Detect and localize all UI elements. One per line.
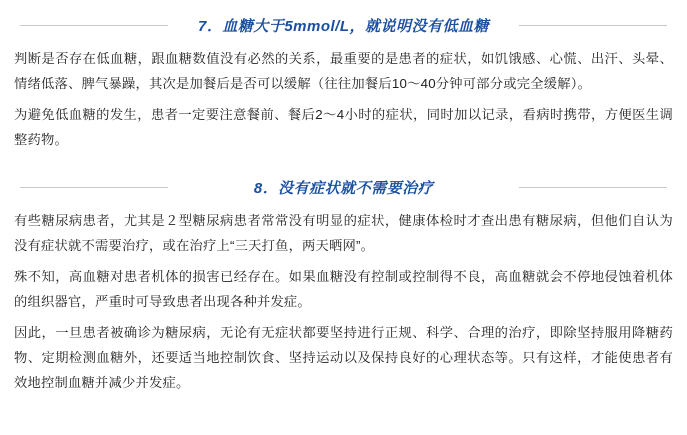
section-8-heading-rule — [14, 176, 673, 198]
section-divider-space — [14, 158, 673, 176]
section-8-paragraph-3: 因此，一旦患者被确诊为糖尿病，无论有无症状都要坚持进行正规、科学、合理的治疗，即除坚持服用降糖药物、定期检测血糖外，还要适当地控制饮食、坚持运动以及保持良好的心理状态等。只有这样，才能使患者有效地控制血糖并减少并发症。 — [14, 325, 673, 390]
section-8-paragraph-2: 殊不知，高血糖对患者机体的损害已经存在。如果血糖没有控制或控制得不良，高血糖就会不停地侵蚀着机体的组织器官，严重时可导致患者出现各种并发症。 — [14, 269, 673, 309]
section-8-heading — [244, 177, 443, 198]
section-7-paragraph-1: 判断是否存在低血糖，跟血糖数值没有必然的关系，最重要的是患者的症状，如饥饿感、心慌、出汗、头晕、情绪低落、脾气暴躁，其次是加餐后是否可以缓解（往往加餐后10～40分钟可部分或完全缓解）。 — [14, 51, 673, 91]
section-7-heading — [188, 15, 499, 36]
section-8-paragraph-1: 有些糖尿病患者，尤其是２型糖尿病患者常常没有明显的症状，健康体检时才查出患有糖尿病，但他们自认为没有症状就不需要治疗，或在治疗上“三天打鱼，两天晒网”。 — [14, 213, 673, 253]
document-page — [0, 14, 687, 435]
section-8 — [14, 176, 673, 395]
section-7-heading-rule — [14, 14, 673, 36]
section-7-paragraph-2: 为避免低血糖的发生，患者一定要注意餐前、餐后2～4小时的症状，同时加以记录，看病时携带，方便医生调整药物。 — [14, 107, 673, 147]
section-7-heading-text: 7．血糖大于5mmol/L，就说明没有低血糖 — [188, 15, 499, 36]
section-7 — [14, 14, 673, 152]
section-8-heading-text: 8．没有症状就不需要治疗 — [244, 177, 443, 198]
